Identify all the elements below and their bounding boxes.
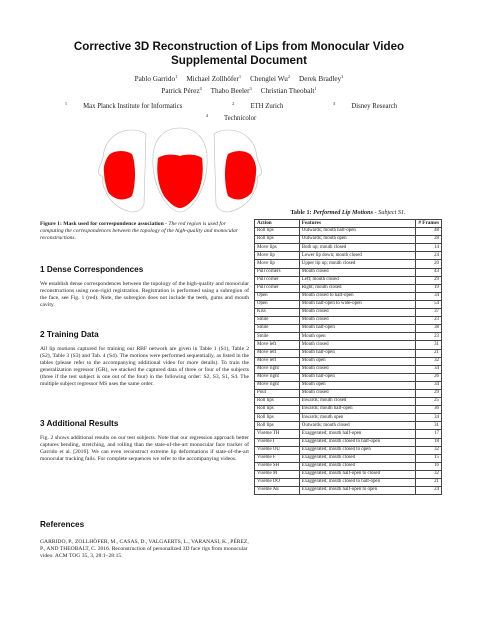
- cell-action: Roll lips: [255, 414, 300, 422]
- author-name: Christian Theobalt: [260, 87, 315, 95]
- cell-action: Open: [255, 292, 300, 300]
- table-row: [255, 398, 442, 406]
- table-row: [255, 357, 442, 365]
- figure-caption: [40, 221, 248, 243]
- cell-action: Move left: [255, 349, 300, 357]
- column-header-action: Action: [255, 220, 300, 228]
- cell-action: Roll lips: [255, 398, 300, 406]
- affiliation-sup: 1: [64, 101, 68, 106]
- face-mask-renders: [70, 124, 290, 216]
- cell-features: Inwards; mouth half-open: [299, 406, 416, 414]
- cell-features: Exaggerated; mouth closed to open: [299, 446, 416, 454]
- cell-frames: 19: [416, 284, 442, 292]
- author-sup: 2: [287, 74, 291, 79]
- cell-action: Move right: [255, 365, 300, 373]
- cell-features: Outwards; mouth half-open: [299, 228, 416, 236]
- table-row: [255, 333, 442, 341]
- cell-features: Mouth closed to half-open: [299, 292, 416, 300]
- author-list: [0, 72, 478, 96]
- table-row: [255, 317, 442, 325]
- table-row: [255, 300, 442, 308]
- author-name: Pablo Garrido: [134, 75, 176, 83]
- cell-features: Mouth closed: [299, 268, 416, 276]
- cell-features: Mouth half-open to wide-open: [299, 300, 416, 308]
- cell-features: Upper lip up; mouth closed: [299, 260, 416, 268]
- column-header-features: Features: [299, 220, 416, 228]
- author-sup: 1: [238, 74, 242, 79]
- author-sup: 1: [314, 86, 317, 91]
- cell-action: Move lip: [255, 252, 300, 260]
- section-heading-additional-results: 3 Additional Results: [40, 419, 119, 428]
- face-render-right: [214, 130, 262, 212]
- cell-features: Right; mouth closed: [299, 284, 416, 292]
- cell-features: Mouth open: [299, 333, 416, 341]
- cell-features: Exaggerated; mouth half-open to open: [299, 487, 416, 495]
- cell-features: Mouth closed: [299, 317, 416, 325]
- cell-frames: 43: [416, 268, 442, 276]
- cell-frames: 23: [416, 333, 442, 341]
- author-line-1: [0, 72, 478, 84]
- cell-frames: 36: [416, 406, 442, 414]
- table-row: [255, 284, 442, 292]
- cell-frames: 31: [416, 341, 442, 349]
- affiliation: [206, 115, 273, 122]
- cell-action: Move left: [255, 357, 300, 365]
- table-row: [255, 244, 442, 252]
- cell-frames: 28: [416, 236, 442, 244]
- author-name: Michael Zollhöfer: [186, 75, 239, 83]
- affiliation: [232, 103, 299, 110]
- cell-frames: 34: [416, 414, 442, 422]
- cell-action: Viseme OU: [255, 446, 300, 454]
- cell-action: Viseme AE: [255, 487, 300, 495]
- affiliation-name: ETH Zurich: [250, 103, 284, 110]
- table-row: [255, 389, 442, 397]
- affiliation: [65, 103, 199, 110]
- table-row: [255, 479, 442, 487]
- table-row: [255, 341, 442, 349]
- cell-action: Viseme M: [255, 470, 300, 478]
- paper-title: [0, 40, 478, 68]
- author-name: Chenglei Wu: [250, 75, 288, 83]
- cell-frames: 34: [416, 292, 442, 300]
- reference-entry: GARRIDO, P., ZOLLHÖFER, M., CASAS, D., VALGAERTS, L., VARANASI, K., PÉREZ, P., AND THEOBALT, C. 2016. Reconstruction of personalized 3D face rigs from monocular video. ACM TOG 35, 3, 28:1–28:15.: [40, 539, 249, 560]
- author-sup: 4: [199, 86, 202, 91]
- cell-frames: 15: [416, 454, 442, 462]
- cell-features: Mouth half-open: [299, 349, 416, 357]
- cell-features: Lower lip down; mouth closed: [299, 252, 416, 260]
- cell-frames: 18: [416, 438, 442, 446]
- cell-frames: 14: [416, 244, 442, 252]
- table-caption-bold: Performed Lip Motions: [313, 209, 373, 216]
- references-heading: References: [40, 520, 85, 529]
- cell-features: Both up; mouth closed: [299, 244, 416, 252]
- cell-frames: 37: [416, 309, 442, 317]
- cell-action: Roll lips: [255, 228, 300, 236]
- cell-action: Viseme SH: [255, 462, 300, 470]
- cell-action: Move lips: [255, 244, 300, 252]
- table-row: [255, 446, 442, 454]
- cell-features: Mouth closed: [299, 341, 416, 349]
- cell-frames: 38: [416, 325, 442, 333]
- cell-features: Left; mouth closed: [299, 276, 416, 284]
- author-sup: 3: [249, 86, 252, 91]
- cell-features: Mouth open: [299, 357, 416, 365]
- cell-frames: 25: [416, 398, 442, 406]
- affiliation-name: Disney Research: [351, 103, 398, 110]
- cell-features: Mouth closed: [299, 309, 416, 317]
- cell-frames: 16: [416, 462, 442, 470]
- figure-caption-text: - The red region is used for computing the correspondences between the topology of the high-quality and monocular reconstructions.: [40, 221, 239, 242]
- cell-action: Kiss: [255, 309, 300, 317]
- table-row: [255, 260, 442, 268]
- cell-action: Smile: [255, 333, 300, 341]
- cell-frames: 21: [416, 349, 442, 357]
- cell-frames: 29: [416, 389, 442, 397]
- section-body-dense-correspondences: We establish dense correspondences between the topology of the high-quality and monocular reconstructions using non-rigid registration. Registration is performed using a subregion of the face, see Fig. 1 (red). Note, the subregion does not include the teeth, gums and mouth cavity.: [40, 281, 249, 309]
- table-row: [255, 422, 442, 430]
- table-row: [255, 292, 442, 300]
- affiliation-list: [0, 99, 478, 123]
- cell-action: Roll lips: [255, 406, 300, 414]
- affiliation: [333, 103, 413, 110]
- table-body: [255, 228, 442, 495]
- affiliation-sup: 2: [232, 101, 235, 106]
- cell-features: Outwards; mouth closed: [299, 422, 416, 430]
- cell-frames: 24: [416, 252, 442, 260]
- table-row: [255, 309, 442, 317]
- section-body-training-data: All lip motions captured for training our RBF network are given in Table 1 (S1), Table 2 (S2), Table 3 (S3) and Tab. 4 (S4). The motions were performed sequentially, as listed in the tables (please refer to the accompanying additional video for more details). To train the generalization regressor (GR), we stacked the captured data of three or four of the subjects (three if the test subject is one out of the four) in the following order: S2, S3, S1, S4. The multiple subject regressor MS uses the same order.: [40, 346, 249, 388]
- lip-motions-table: [254, 219, 442, 495]
- cell-frames: 32: [416, 470, 442, 478]
- cell-frames: 20: [416, 260, 442, 268]
- cell-action: Pull corner: [255, 284, 300, 292]
- table-row: [255, 430, 442, 438]
- table-row: [255, 365, 442, 373]
- section-heading-dense-correspondences: 1 Dense Correspondences: [40, 265, 144, 274]
- cell-frames: 23: [416, 317, 442, 325]
- cell-frames: 17: [416, 430, 442, 438]
- cell-action: Move right: [255, 381, 300, 389]
- cell-action: Move lip: [255, 260, 300, 268]
- table-caption: [254, 209, 442, 216]
- author-sup: 3: [341, 74, 344, 79]
- cell-action: Viseme TH: [255, 430, 300, 438]
- cell-frames: 32: [416, 446, 442, 454]
- cell-action: Smile: [255, 325, 300, 333]
- cell-features: Outwards; mouth open: [299, 236, 416, 244]
- table-caption-label: Table 1:: [290, 209, 312, 216]
- table-header-row: [255, 220, 442, 228]
- cell-action: Move right: [255, 373, 300, 381]
- cell-frames: 21: [416, 479, 442, 487]
- figure-caption-bold: Mask used for correspondence association: [63, 221, 164, 227]
- cell-frames: 26: [416, 373, 442, 381]
- title-line-2: Supplemental Document: [171, 54, 307, 67]
- table-row: [255, 252, 442, 260]
- table-row: [255, 373, 442, 381]
- column-header-frames: # Frames: [416, 220, 442, 228]
- cell-action: Pull corners: [255, 268, 300, 276]
- table-row: [255, 236, 442, 244]
- cell-frames: 31: [416, 422, 442, 430]
- cell-action: Viseme I: [255, 438, 300, 446]
- title-line-1: Corrective 3D Reconstruction of Lips from Monocular Video: [73, 40, 405, 53]
- cell-features: Exaggerated; mouth closed: [299, 462, 416, 470]
- section-heading-training-data: 2 Training Data: [40, 330, 99, 339]
- section-body-additional-results: Fig. 2 shows additional results on our test subjects. Note that our regression approach better captures bending, stretching, and rolling than the state-of-the-art monocular face tracker of Garrido et al. [2016]. We can even reconstruct extreme lip deformations if state-of-the-art monocular tracking fails. For complete sequences we refer to the accompanying videos.: [40, 435, 249, 463]
- cell-frames: 54: [416, 300, 442, 308]
- cell-features: Mouth half-open: [299, 325, 416, 333]
- cell-features: Exaggerated; mouth closed to half-open: [299, 479, 416, 487]
- cell-features: Exaggerated; mouth half-open: [299, 430, 416, 438]
- cell-action: Viseme F: [255, 454, 300, 462]
- table-row: [255, 349, 442, 357]
- cell-frames: 34: [416, 381, 442, 389]
- author-name: Thabo Beeler: [210, 87, 250, 95]
- author-name: Derek Bradley: [299, 75, 342, 83]
- table-row: [255, 470, 442, 478]
- cell-frames: 29: [416, 276, 442, 284]
- cell-features: Exaggerated; mouth closed to half-open: [299, 438, 416, 446]
- table-row: [255, 487, 442, 495]
- cell-features: Mouth open: [299, 381, 416, 389]
- cell-frames: 32: [416, 357, 442, 365]
- cell-frames: 34: [416, 365, 442, 373]
- cell-action: Pout: [255, 389, 300, 397]
- author-line-2: [0, 84, 478, 96]
- figure-face-masks: [70, 124, 290, 216]
- cell-action: Smile: [255, 317, 300, 325]
- figure-caption-label: Figure 1:: [40, 221, 62, 227]
- cell-action: Open: [255, 300, 300, 308]
- table-row: [255, 462, 442, 470]
- table-row: [255, 454, 442, 462]
- affiliation-sup: 4: [205, 113, 208, 118]
- author-sup: 1: [175, 74, 178, 79]
- cell-action: Roll lips: [255, 236, 300, 244]
- table-row: [255, 381, 442, 389]
- cell-action: Move left: [255, 341, 300, 349]
- table-row: [255, 268, 442, 276]
- affiliation-name: Max Planck Institute for Informatics: [83, 103, 183, 110]
- cell-features: Inwards; mouth open: [299, 414, 416, 422]
- cell-frames: 24: [416, 487, 442, 495]
- table-row: [255, 414, 442, 422]
- cell-features: Mouth closed: [299, 389, 416, 397]
- table-row: [255, 325, 442, 333]
- table-row: [255, 276, 442, 284]
- cell-action: Roll lips: [255, 422, 300, 430]
- cell-action: Viseme OO: [255, 479, 300, 487]
- table-caption-text: - Subject S1.: [372, 209, 406, 216]
- affiliation-sup: 3: [333, 101, 336, 106]
- cell-features: Exaggerated; mouth half-open to closed: [299, 470, 416, 478]
- cell-action: Pull corner: [255, 276, 300, 284]
- cell-features: Mouth half-open: [299, 373, 416, 381]
- cell-features: Mouth closed: [299, 365, 416, 373]
- table-row: [255, 228, 442, 236]
- face-render-left: [98, 130, 146, 212]
- face-render-front: [153, 128, 207, 212]
- cell-features: Exaggerated; mouth closed: [299, 454, 416, 462]
- table-row: [255, 406, 442, 414]
- table-row: [255, 438, 442, 446]
- affiliation-name: Technicolor: [223, 115, 257, 122]
- author-name: Patrick Pérez: [161, 87, 200, 95]
- cell-features: Inwards; mouth closed: [299, 398, 416, 406]
- cell-frames: 48: [416, 228, 442, 236]
